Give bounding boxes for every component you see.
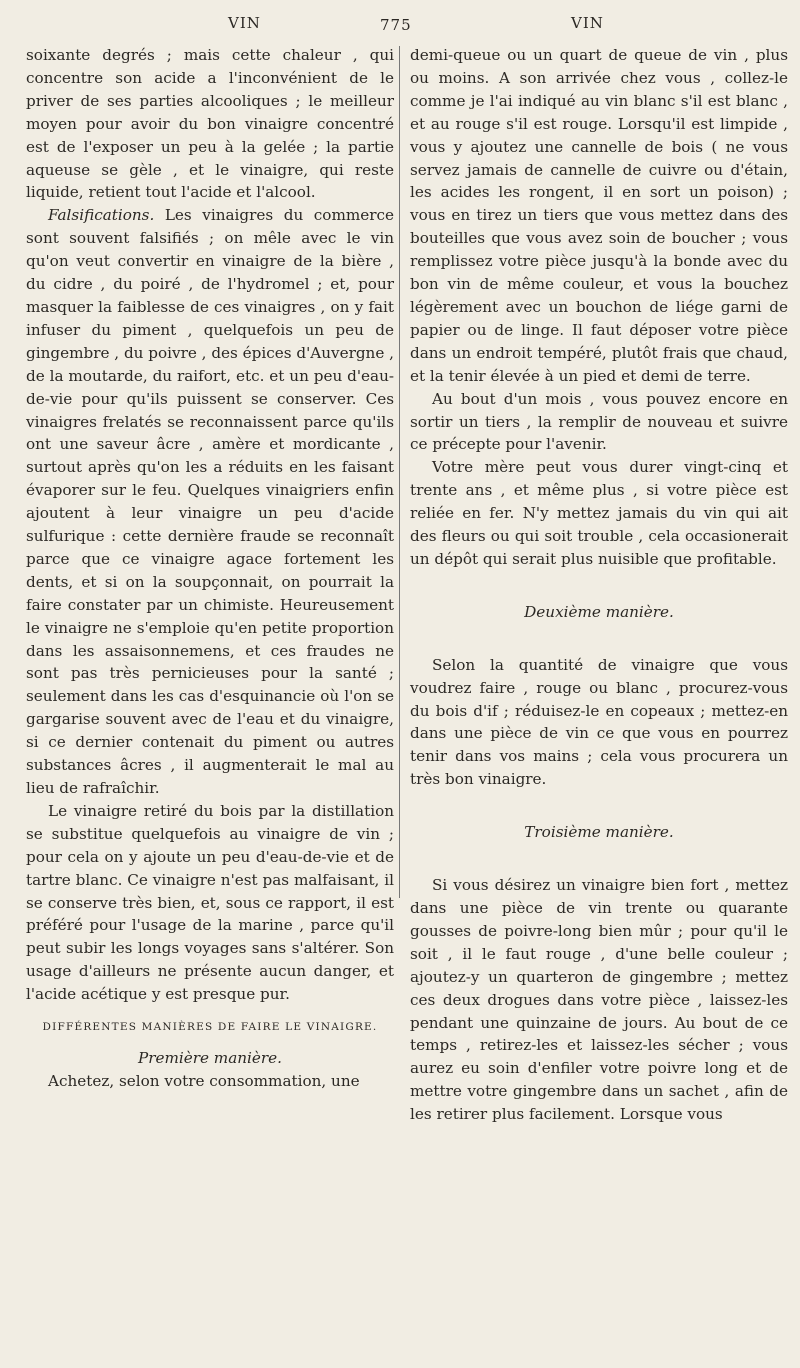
run-in-heading: Falsifications. [48, 206, 155, 225]
left-column [26, 44, 394, 1093]
paragraph: Achetez, selon votre consommation, une [48, 1071, 360, 1090]
column-divider [399, 46, 400, 898]
paragraph: Au bout d'un mois , vous pouvez encore en sortir un tiers , la remplir de nouveau et suivre ce précepte pour l'avenir. [410, 389, 788, 454]
left-running-head: VIN [228, 14, 261, 32]
paragraph-falsifications [26, 204, 394, 800]
subheading: Troisième manière. [524, 823, 674, 842]
right-column [410, 44, 788, 1126]
right-running-head: VIN [571, 14, 604, 32]
paragraph: Selon la quantité de vinaigre que vous voudrez faire , rouge ou blanc , procurez-vous du bois d'if ; réduisez-le en copeaux ; mettez-en dans une pièce de vin ce que vous en pourrez tenir dans vos mains ; cela vous procurera un très bon vinaigre. [410, 655, 788, 789]
section-title: DIFFÉRENTES MANIÈRES DE FAIRE LE VINAIGRE. [42, 1021, 378, 1034]
running-header [0, 14, 800, 38]
paragraph: soixante degrés ; mais cette chaleur , qui concentre son acide a l'inconvénient de le priver de ses parties alcooliques ; le meilleur moyen pour avoir du bon vinaigre concentré est de l'exposer un peu à la gelée ; la partie aqueuse se gèle , et le vinaigre, qui reste liquide, retient tout l'acide et l'alcool. [26, 46, 394, 202]
paragraph: Votre mère peut vous durer vingt-cinq et trente ans , et même plus , si votre pièce est reliée en fer. N'y mettez jamais du vin qui ait des fleurs ou qui soit trouble , cela occasionerait un dépôt qui serait plus nuisible que profitable. [410, 458, 788, 568]
subheading: Première manière. [138, 1048, 282, 1067]
paragraph: demi-queue ou un quart de queue de vin , plus ou moins. A son arrivée chez vous , collez-le comme je l'ai indiqué au vin blanc s'il est blanc , et au rouge s'il est rouge. Lorsqu'il est limpide , vous y ajoutez une cannelle de bois ( ne vous servez jamais de cannelle de cuivre ou d'étain, les acides les rongent, il en sort un poison) ; vous en tirez un tiers que vous mettez dans des bouteilles que vous avez soin de boucher ; vous remplissez votre pièce jusqu'à la bonde avec du bon vin de même couleur, et vous la bouchez légèrement avec un bouchon de liége garni de papier ou de linge. Il faut déposer votre pièce dans un endroit tempéré, plutôt frais que chaud, et la tenir élevée à un pied et demi de terre. [410, 46, 788, 385]
page-number: 775 [380, 16, 412, 34]
paragraph: Le vinaigre retiré du bois par la distillation se substitue quelquefois au vinaigre de vin ; pour cela on y ajoute un peu d'eau-de-vie et de tartre blanc. Ce vinaigre n'est pas malfaisant, il se conserve très bien, et, sous ce rapport, il est préféré pour l'usage de la marine , parce qu'il peut subir les longs voyages sans s'altérer. Son usage d'ailleurs ne présente aucun danger, et l'acide acétique y est presque pur. [26, 801, 394, 1004]
subheading: Deuxième manière. [524, 602, 674, 621]
paragraph-text: Les vinaigres du commerce sont souvent falsifiés ; on mêle avec le vin qu'on veut convertir en vinaigre de la bière , du cidre , du poiré , de l'hydromel ; et, pour masquer la faiblesse de ces vinaigres , on y fait infuser du piment , quelquefois un peu de gingembre , du poivre , des épices d'Auvergne , de la moutarde, du raifort, etc. et un peu d'eau-de-vie pour qu'ils puissent se conserver. Ces vinaigres frelatés se reconnaissent parce qu'ils ont une saveur âcre , amère et mordicante , surtout après qu'on les a réduits en les faisant évaporer sur le feu. Quelques vinaigriers enfin ajoutent à leur vinaigre un peu d'acide sulfurique : cette dernière fraude se reconnaît parce que ce vinaigre agace fortement les dents, et si on la soupçonnait, on pourrait la faire constater par un chimiste. Heureusement le vinaigre ne s'emploie qu'en petite proportion dans les assaisonnemens, et ces fraudes ne sont pas très pernicieuses pour la santé ; seulement dans les cas d'esquinancie où l'on se gargarise souvent avec de l'eau et du vinaigre, si ce dernier contenait du piment ou autres substances âcres , il augmenterait le mal au lieu de rafraîchir. [26, 206, 394, 797]
paragraph: Si vous désirez un vinaigre bien fort , mettez dans une pièce de vin trente ou quarante gousses de poivre-long bien mûr ; pour qu'il le soit , il le faut rouge , d'une belle couleur ; ajoutez-y un quarteron de gingembre ; mettez ces deux drogues dans votre pièce , laissez-les pendant une quinzaine de jours. Au bout de ce temps , retirez-les et laissez-les sécher ; vous aurez eu soin d'enfiler votre poivre long et de mettre votre gingembre dans un sachet , afin de les retirer plus facilement. Lorsque vous [410, 876, 788, 1124]
